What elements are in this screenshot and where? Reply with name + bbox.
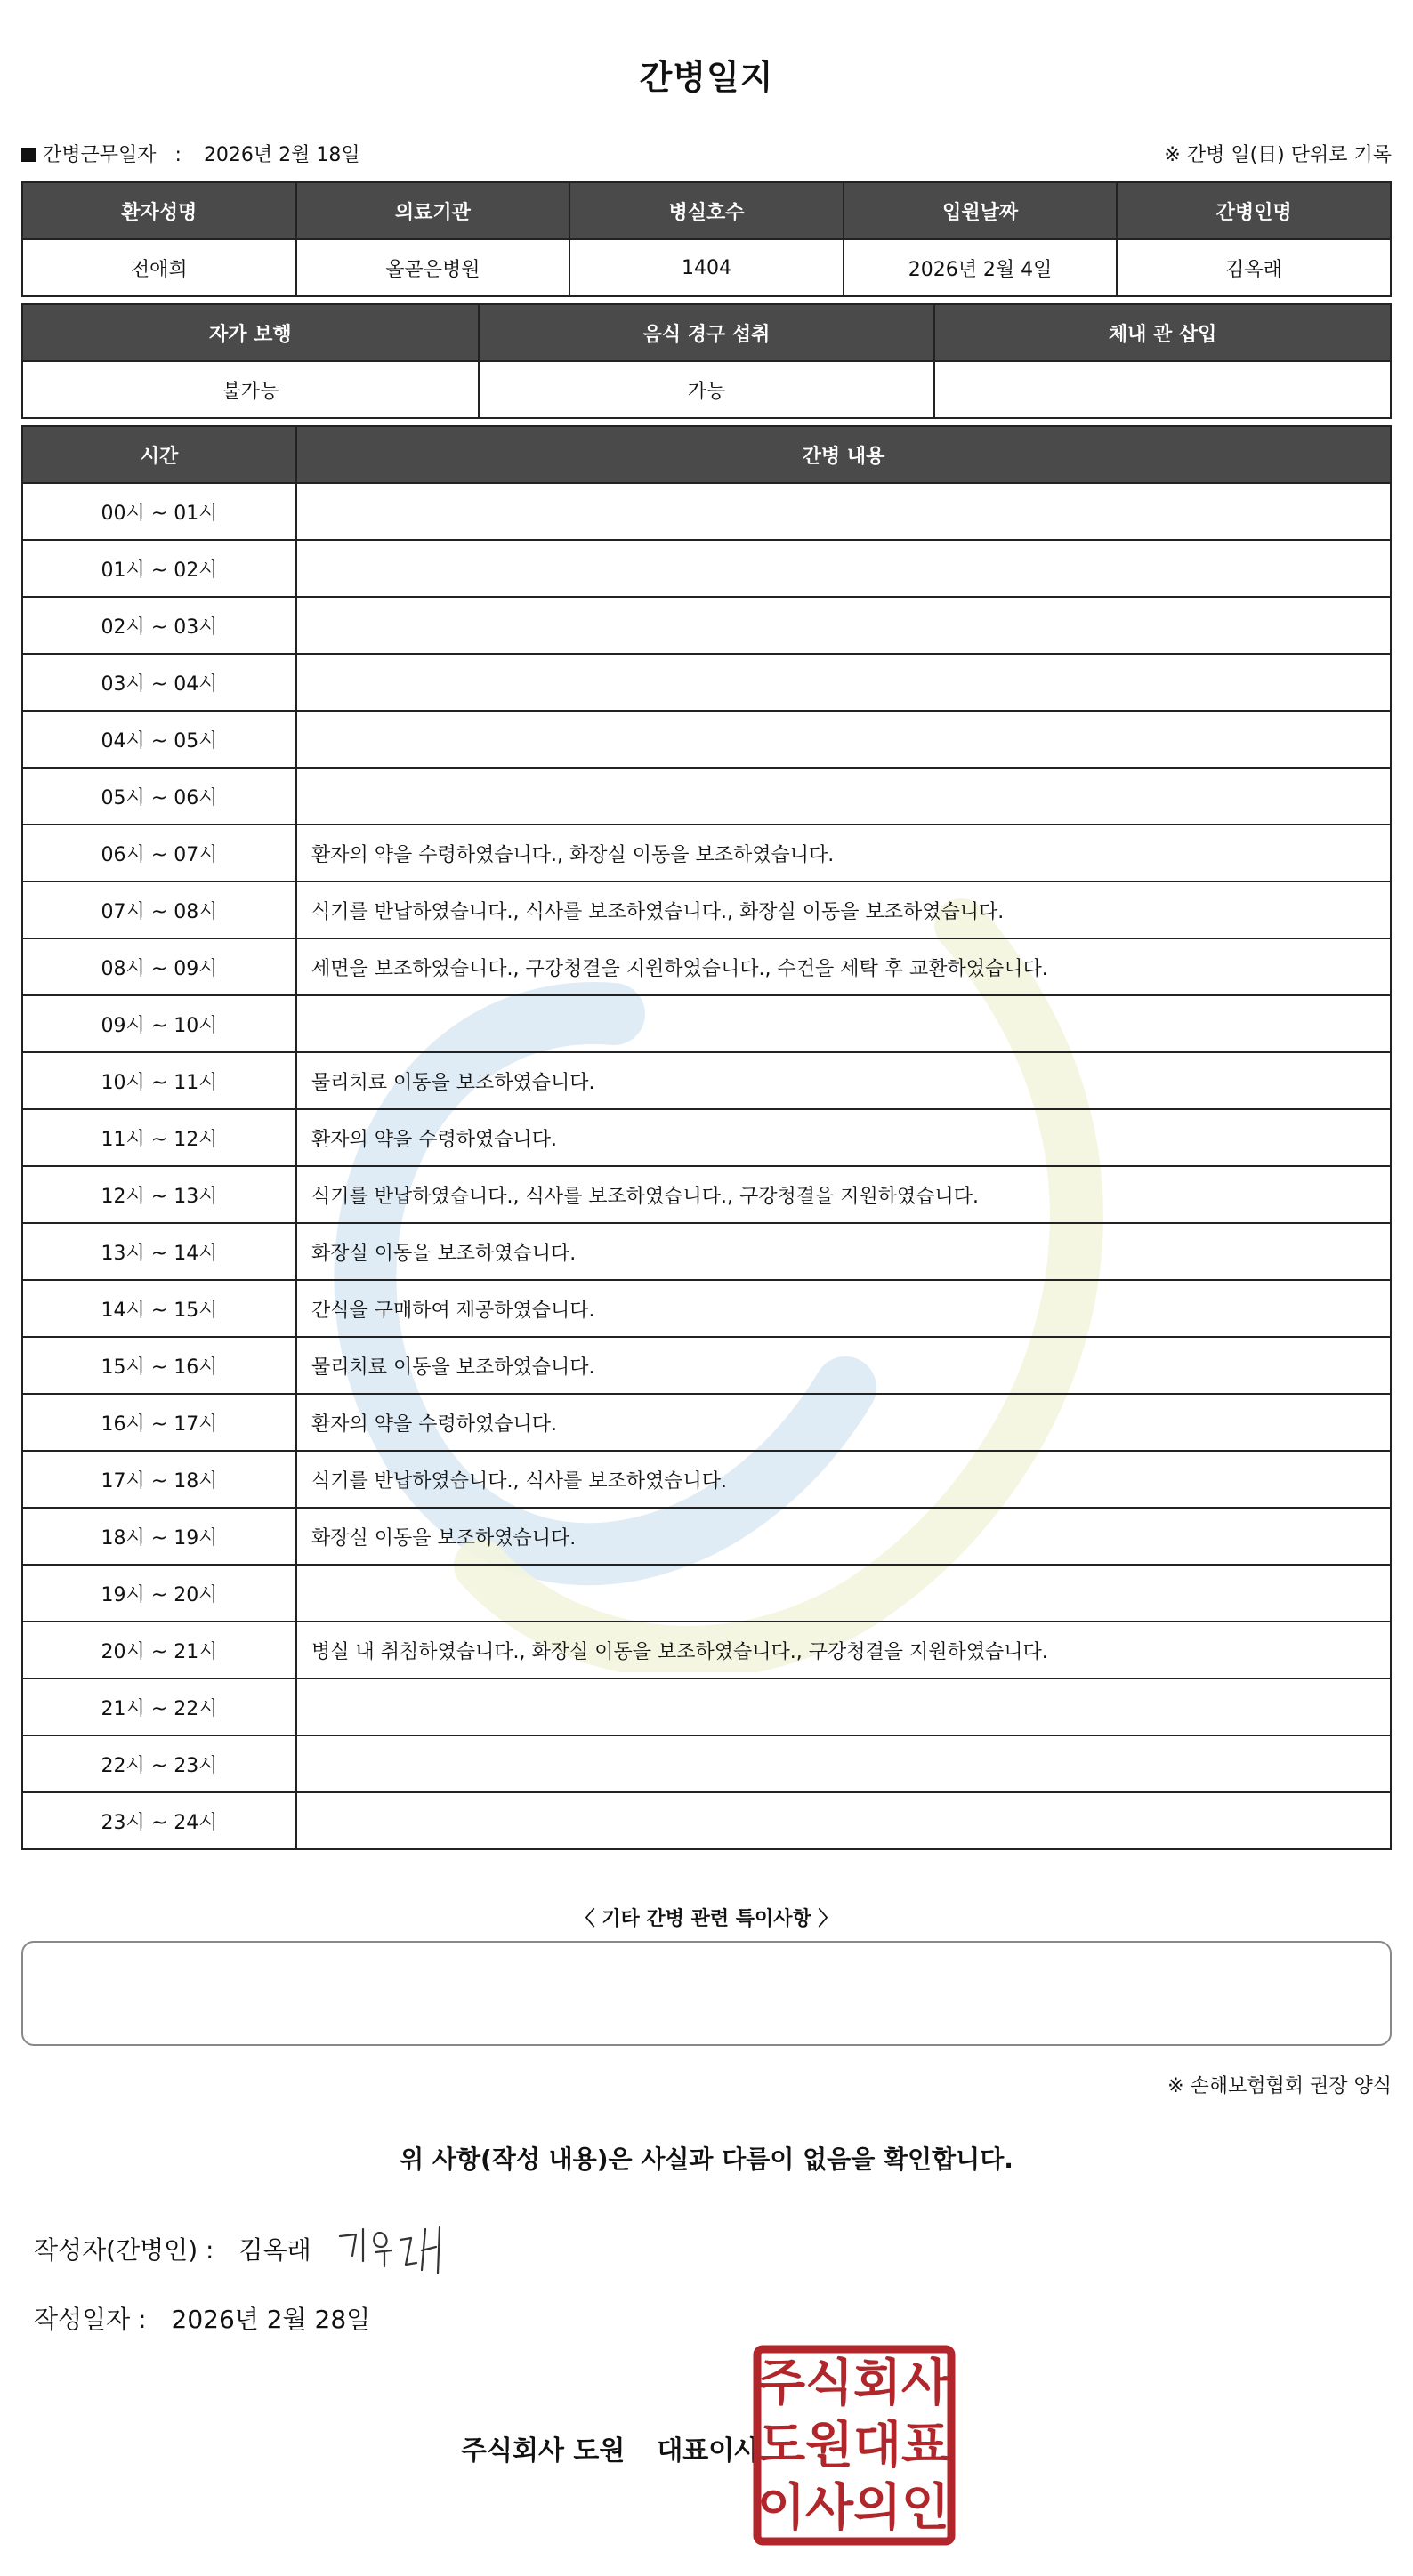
care-content-cell: 환자의 약을 수령하였습니다. — [296, 1394, 1391, 1451]
table-row — [22, 1394, 1391, 1451]
table-row — [22, 1052, 1391, 1109]
table-row — [22, 1508, 1391, 1565]
table-row — [22, 995, 1391, 1052]
writer-name: 김옥래 — [238, 2235, 311, 2265]
care-content-cell — [296, 597, 1391, 654]
care-content-cell — [296, 768, 1391, 825]
remarks-title: 〈 기타 간병 관련 특이사항 〉 — [575, 1908, 838, 1930]
care-content-cell: 물리치료 이동을 보조하였습니다. — [296, 1337, 1391, 1394]
handwritten-signature — [333, 2220, 457, 2282]
seal-character: 대 — [852, 2417, 902, 2475]
written-date-line — [34, 2300, 370, 2336]
representative-title: 대표이사 — [657, 2435, 761, 2467]
seal-character: 도 — [756, 2417, 806, 2475]
table-row — [22, 1451, 1391, 1508]
care-content-cell: 화장실 이동을 보조하였습니다. — [296, 1223, 1391, 1280]
self-walking-cell: 불가능 — [22, 361, 479, 418]
time-cell: 23시 ~ 24시 — [22, 1792, 296, 1849]
table-row — [22, 1280, 1391, 1337]
table-row — [22, 1109, 1391, 1166]
time-cell: 20시 ~ 21시 — [22, 1622, 296, 1678]
patient-info-table — [21, 181, 1392, 297]
work-date-label: 간병근무일자 — [43, 144, 157, 166]
company-seal-stamp — [753, 2345, 956, 2546]
care-content-cell: 물리치료 이동을 보조하였습니다. — [296, 1052, 1391, 1109]
care-content-cell — [296, 1792, 1391, 1849]
header-tube-insertion: 체내 관 삽입 — [934, 304, 1391, 361]
header-time: 시간 — [22, 426, 296, 483]
table-row — [22, 1622, 1391, 1678]
recommend-note: ※ 손해보험협회 권장 양식 — [1167, 2075, 1392, 2097]
care-content-cell — [296, 654, 1391, 711]
time-cell: 00시 ~ 01시 — [22, 483, 296, 540]
table-row — [22, 768, 1391, 825]
header-caregiver-name: 간병인명 — [1117, 182, 1391, 239]
document-title: 간병일지 — [639, 58, 774, 97]
time-cell: 07시 ~ 08시 — [22, 881, 296, 938]
time-cell: 04시 ~ 05시 — [22, 711, 296, 768]
company-line — [461, 2428, 760, 2467]
time-cell: 22시 ~ 23시 — [22, 1735, 296, 1792]
care-content-cell: 환자의 약을 수령하였습니다. — [296, 1109, 1391, 1166]
care-content-cell — [296, 483, 1391, 540]
table-row — [22, 881, 1391, 938]
time-cell: 06시 ~ 07시 — [22, 825, 296, 881]
table-row — [22, 1166, 1391, 1223]
time-cell: 03시 ~ 04시 — [22, 654, 296, 711]
header-room-number: 병실호수 — [569, 182, 844, 239]
written-date-label: 작성일자 : — [34, 2305, 147, 2334]
table-header-row — [22, 426, 1391, 483]
seal-character: 이 — [756, 2479, 806, 2537]
table-row — [22, 825, 1391, 881]
time-cell: 12시 ~ 13시 — [22, 1166, 296, 1223]
seal-text — [757, 2355, 950, 2537]
table-row — [22, 711, 1391, 768]
care-content-cell — [296, 1735, 1391, 1792]
table-row — [22, 1792, 1391, 1849]
institution-cell: 올곧은병원 — [296, 239, 570, 296]
care-content-cell: 식기를 반납하였습니다., 식사를 보조하였습니다., 화장실 이동을 보조하였습니다. — [296, 881, 1391, 938]
table-row — [22, 1678, 1391, 1735]
care-content-cell: 세면을 보조하였습니다., 구강청결을 지원하였습니다., 수건을 세탁 후 교환하였습니다. — [296, 938, 1391, 995]
table-row — [22, 361, 1391, 418]
care-content-cell: 환자의 약을 수령하였습니다., 화장실 이동을 보조하였습니다. — [296, 825, 1391, 881]
table-row — [22, 239, 1391, 296]
seal-character: 식 — [804, 2355, 854, 2412]
time-cell: 08시 ~ 09시 — [22, 938, 296, 995]
seal-character: 원 — [804, 2417, 854, 2475]
oral-intake-cell: 가능 — [479, 361, 935, 418]
time-cell: 10시 ~ 11시 — [22, 1052, 296, 1109]
patient-name-cell: 전애희 — [22, 239, 296, 296]
time-cell: 14시 ~ 15시 — [22, 1280, 296, 1337]
caregiver-name-cell: 김옥래 — [1117, 239, 1391, 296]
work-date-line — [21, 140, 360, 167]
seal-character: 인 — [900, 2479, 950, 2537]
writer-line — [34, 2231, 311, 2266]
table-row — [22, 483, 1391, 540]
header-institution: 의료기관 — [296, 182, 570, 239]
admission-date-cell: 2026년 2월 4일 — [844, 239, 1118, 296]
time-cell: 19시 ~ 20시 — [22, 1565, 296, 1622]
table-row — [22, 540, 1391, 597]
remarks-box — [21, 1941, 1392, 2046]
written-date-value: 2026년 2월 28일 — [171, 2305, 371, 2334]
table-row — [22, 1337, 1391, 1394]
tube-insertion-cell — [934, 361, 1391, 418]
time-cell: 09시 ~ 10시 — [22, 995, 296, 1052]
care-content-cell: 식기를 반납하였습니다., 식사를 보조하였습니다., 구강청결을 지원하였습니다. — [296, 1166, 1391, 1223]
hourly-log-table — [21, 425, 1392, 1850]
table-row — [22, 938, 1391, 995]
seal-character: 회 — [852, 2355, 902, 2412]
time-cell: 16시 ~ 17시 — [22, 1394, 296, 1451]
header-admission-date: 입원날짜 — [844, 182, 1118, 239]
header-self-walking: 자가 보행 — [22, 304, 479, 361]
seal-character: 사 — [900, 2355, 950, 2412]
table-row — [22, 1223, 1391, 1280]
table-header-row — [22, 304, 1391, 361]
care-content-cell — [296, 711, 1391, 768]
time-cell: 05시 ~ 06시 — [22, 768, 296, 825]
time-cell: 02시 ~ 03시 — [22, 597, 296, 654]
care-content-cell: 간식을 구매하여 제공하였습니다. — [296, 1280, 1391, 1337]
header-care-content: 간병 내용 — [296, 426, 1391, 483]
table-row — [22, 1565, 1391, 1622]
seal-character: 사 — [804, 2479, 854, 2537]
time-cell: 15시 ~ 16시 — [22, 1337, 296, 1394]
care-content-cell — [296, 1678, 1391, 1735]
time-cell: 13시 ~ 14시 — [22, 1223, 296, 1280]
time-cell: 11시 ~ 12시 — [22, 1109, 296, 1166]
care-content-cell: 식기를 반납하였습니다., 식사를 보조하였습니다. — [296, 1451, 1391, 1508]
header-oral-intake: 음식 경구 섭취 — [479, 304, 935, 361]
seal-character: 주 — [756, 2355, 806, 2412]
care-content-cell — [296, 540, 1391, 597]
table-header-row — [22, 182, 1391, 239]
log-body — [22, 483, 1391, 1849]
time-cell: 01시 ~ 02시 — [22, 540, 296, 597]
room-number-cell: 1404 — [569, 239, 844, 296]
care-content-cell: 병실 내 취침하였습니다., 화장실 이동을 보조하였습니다., 구강청결을 지원하였습니다. — [296, 1622, 1391, 1678]
work-date-separator: : — [174, 144, 182, 166]
time-cell: 18시 ~ 19시 — [22, 1508, 296, 1565]
care-content-cell — [296, 1565, 1391, 1622]
time-cell: 21시 ~ 22시 — [22, 1678, 296, 1735]
company-name: 주식회사 도원 — [461, 2435, 626, 2467]
table-row — [22, 597, 1391, 654]
seal-character: 표 — [900, 2417, 950, 2475]
work-date-value: 2026년 2월 18일 — [203, 144, 360, 166]
care-content-cell — [296, 995, 1391, 1052]
table-row — [22, 1735, 1391, 1792]
care-content-cell: 화장실 이동을 보조하였습니다. — [296, 1508, 1391, 1565]
unit-note: ※ 간병 일(日) 단위로 기록 — [1164, 144, 1392, 166]
writer-label: 작성자(간병인) : — [34, 2235, 214, 2265]
header-patient-name: 환자성명 — [22, 182, 296, 239]
table-row — [22, 654, 1391, 711]
patient-status-table — [21, 303, 1392, 419]
time-cell: 17시 ~ 18시 — [22, 1451, 296, 1508]
confirm-statement: 위 사항(작성 내용)은 사실과 다름이 없음을 확인합니다. — [400, 2145, 1013, 2174]
square-bullet-icon — [21, 148, 36, 162]
seal-character: 의 — [852, 2479, 902, 2537]
